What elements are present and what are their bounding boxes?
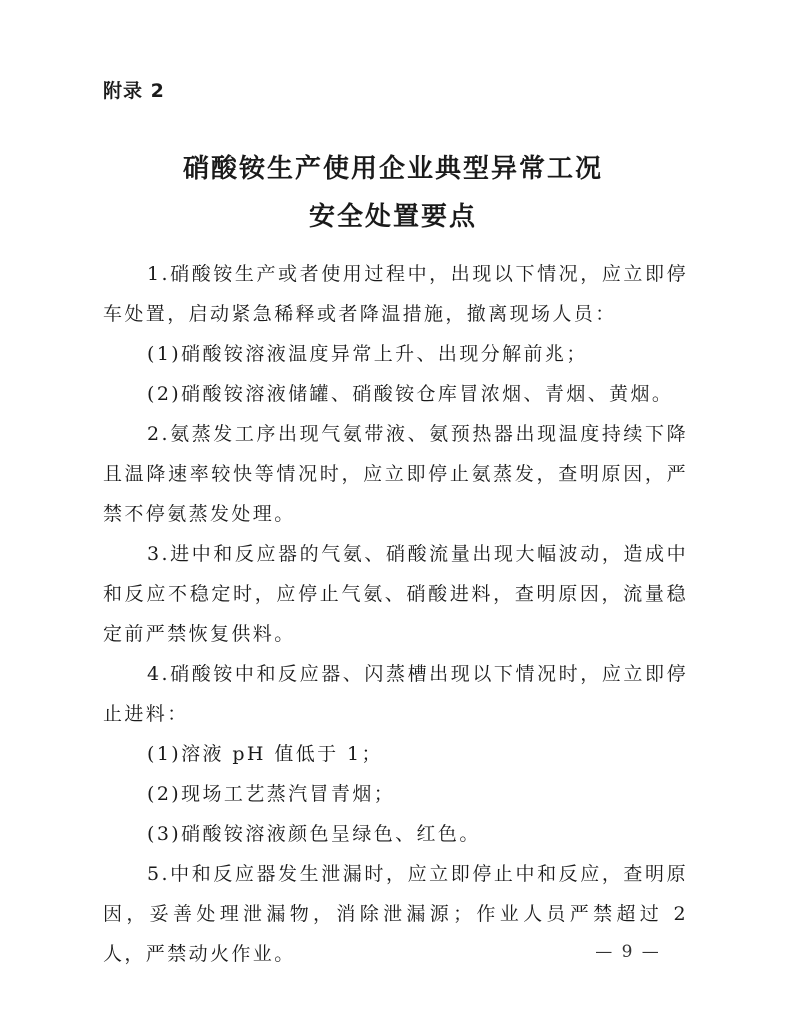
paragraph-1: 1.硝酸铵生产或者使用过程中，出现以下情况，应立即停车处置，启动紧急稀释或者降温措施，撤离现场人员： (103, 263, 688, 325)
paragraph-1-item-1: (1)硝酸铵溶液温度异常上升、出现分解前兆； (147, 343, 588, 365)
document-title-line-2: 安全处置要点 (308, 202, 477, 232)
paragraph-4-item-1: (1)溶液 pH 值低于 1； (147, 743, 383, 765)
paragraph-3: 3.进中和反应器的气氨、硝酸流量出现大幅波动，造成中和反应不稳定时，应停止气氨、硝酸进料，查明原因，流量稳定前严禁恢复供料。 (103, 543, 688, 645)
appendix-label: 附录 2 (103, 80, 165, 102)
paragraph-4-item-2: (2)现场工艺蒸汽冒青烟； (147, 783, 396, 805)
paragraph-2: 2.氨蒸发工序出现气氨带液、氨预热器出现温度持续下降且温降速率较快等情况时，应立即停止氨蒸发，查明原因，严禁不停氨蒸发处理。 (103, 423, 688, 525)
paragraph-4-item-3: (3)硝酸铵溶液颜色呈绿色、红色。 (147, 823, 481, 845)
paragraph-4: 4.硝酸铵中和反应器、闪蒸槽出现以下情况时，应立即停止进料： (103, 663, 688, 725)
document-body (103, 254, 688, 974)
document-title-line-1: 硝酸铵生产使用企业典型异常工况 (182, 154, 603, 184)
paragraph-5: 5.中和反应器发生泄漏时，应立即停止中和反应，查明原因，妥善处理泄漏物，消除泄漏源；作业人员严禁超过 2 人，严禁动火作业。 (103, 863, 688, 965)
page-number: — 9 — (595, 942, 661, 962)
paragraph-1-item-2: (2)硝酸铵溶液储罐、硝酸铵仓库冒浓烟、青烟、黄烟。 (147, 383, 674, 405)
